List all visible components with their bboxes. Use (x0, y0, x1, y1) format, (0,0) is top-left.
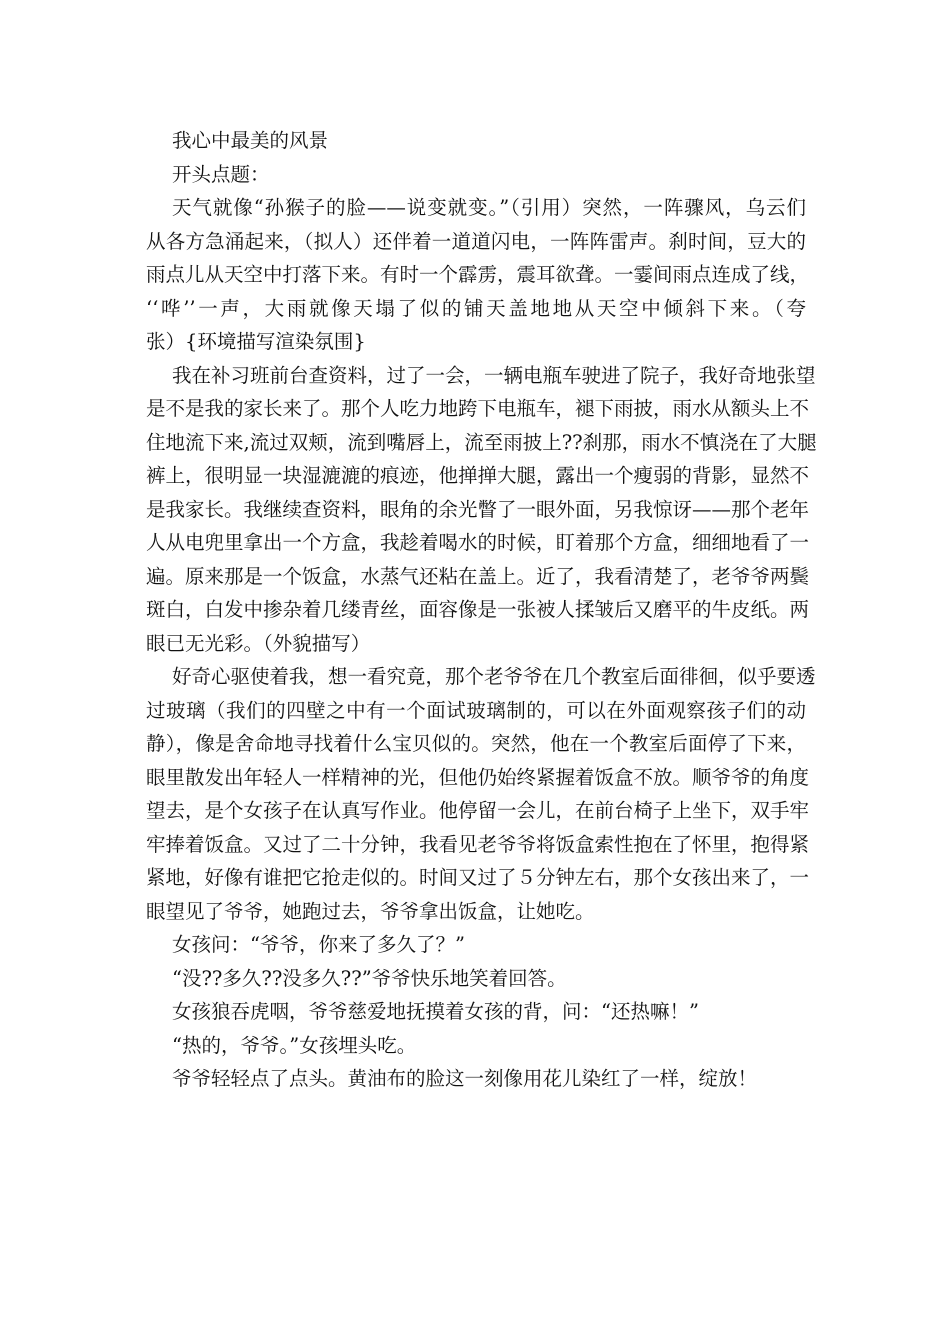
paragraph-line: 静），像是舍命地寻找着什么宝贝似的。突然，他在一个教室后面停了下来， (146, 732, 806, 755)
paragraph-line: 女孩问：“爷爷，你来了多久了？” (172, 933, 465, 956)
paragraph-list (146, 191, 817, 1096)
paragraph (146, 1062, 806, 1096)
paragraph-line: 过玻璃（我们的四壁之中有一个面试玻璃制的，可以在外面观察孩子们的动 (146, 698, 806, 722)
paragraph (146, 928, 806, 962)
paragraph-line: 张）{环境描写渲染氛围} (146, 330, 366, 353)
paragraph-line: 牢捧着饭盒。又过了二十分钟，我看见老爷爷将饭盒索性抱在了怀里，抱得紧 (146, 832, 810, 856)
paragraph-line: 雨点儿从天空中打落下来。有时一个霹雳，震耳欲聋。一霎间雨点连成了线， (146, 263, 810, 286)
paragraph (146, 962, 806, 996)
paragraph-line: “热的，爷爷。”女孩埋头吃。 (172, 1033, 417, 1057)
paragraph (146, 1029, 806, 1063)
paragraph-line: 是不是我的家长来了。那个人吃力地跨下电瓶车，褪下雨披，雨水从额头上不 (146, 397, 810, 420)
paragraph-line: 好奇心驱使着我，想一看究竟，那个老爷爷在几个教室后面徘徊，似乎要透 (172, 665, 816, 688)
paragraph-line: 住地流下来,流过双颊，流到嘴唇上，流至雨披上??刹那，雨水不慎浇在了大腿 (146, 430, 817, 454)
paragraph-line: 遍。原来那是一个饭盒，水蒸气还粘在盖上。近了，我看清楚了，老爷爷两鬓 (146, 564, 810, 588)
paragraph-line: “没??多久??没多久??”爷爷快乐地笑着回答。 (172, 966, 567, 990)
paragraph-line: 女孩狼吞虎咽，爷爷慈爱地抚摸着女孩的背，问：“还热嘛！” (172, 1000, 699, 1023)
document-subtitle: 开头点题： (172, 162, 270, 186)
paragraph-line: 是我家长。我继续查资料，眼角的余光瞥了一眼外面，另我惊讶——那个老年 (146, 497, 810, 521)
paragraph-line: ‘‘哗’’一声，大雨就像天塌了似的铺天盖地地从天空中倾斜下来。（夸 (146, 296, 806, 320)
document-body (146, 124, 817, 1096)
paragraph-line: 紧地，好像有谁把它抢走似的。时间又过了５分钟左右，那个女孩出来了，一 (146, 866, 810, 889)
paragraph-line: 斑白，白发中掺杂着几缕青丝，面容像是一张被人揉皱后又磨平的牛皮纸。两 (146, 598, 810, 621)
document-title: 我心中最美的风景 (172, 129, 329, 152)
paragraph (146, 660, 816, 928)
paragraph-line: 眼望见了爷爷，她跑过去，爷爷拿出饭盒，让她吃。 (146, 899, 595, 923)
paragraph-line: 眼已无光彩。（外貌描写） (146, 631, 371, 655)
paragraph (146, 191, 810, 359)
paragraph-line: 望去，是个女孩子在认真写作业。他停留一会儿，在前台椅子上坐下，双手牢 (146, 799, 810, 822)
paragraph-line: 天气就像“孙猴子的脸——说变就变。”（引用）突然，一阵骤风，乌云们 (172, 196, 806, 219)
paragraph (146, 995, 806, 1029)
paragraph-line: 裤上，很明显一块湿漉漉的痕迹，他掸掸大腿，露出一个瘦弱的背影，显然不 (146, 464, 810, 487)
paragraph-line: 我在补习班前台查资料，过了一会，一辆电瓶车驶进了院子，我好奇地张望 (172, 363, 816, 387)
paragraph-line: 眼里散发出年轻人一样精神的光，但他仍始终紧握着饭盒不放。顺爷爷的角度 (146, 765, 810, 789)
paragraph-line: 爷爷轻轻点了点头。黄油布的脸这一刻像用花儿染红了一样，绽放！ (172, 1067, 758, 1090)
paragraph (146, 359, 817, 661)
paragraph-line: 从各方急涌起来，（拟人）还伴着一道道闪电，一阵阵雷声。刹时间，豆大的 (146, 229, 806, 253)
paragraph-line: 人从电兜里拿出一个方盒，我趁着喝水的时候，盯着那个方盒，细细地看了一 (146, 531, 810, 554)
